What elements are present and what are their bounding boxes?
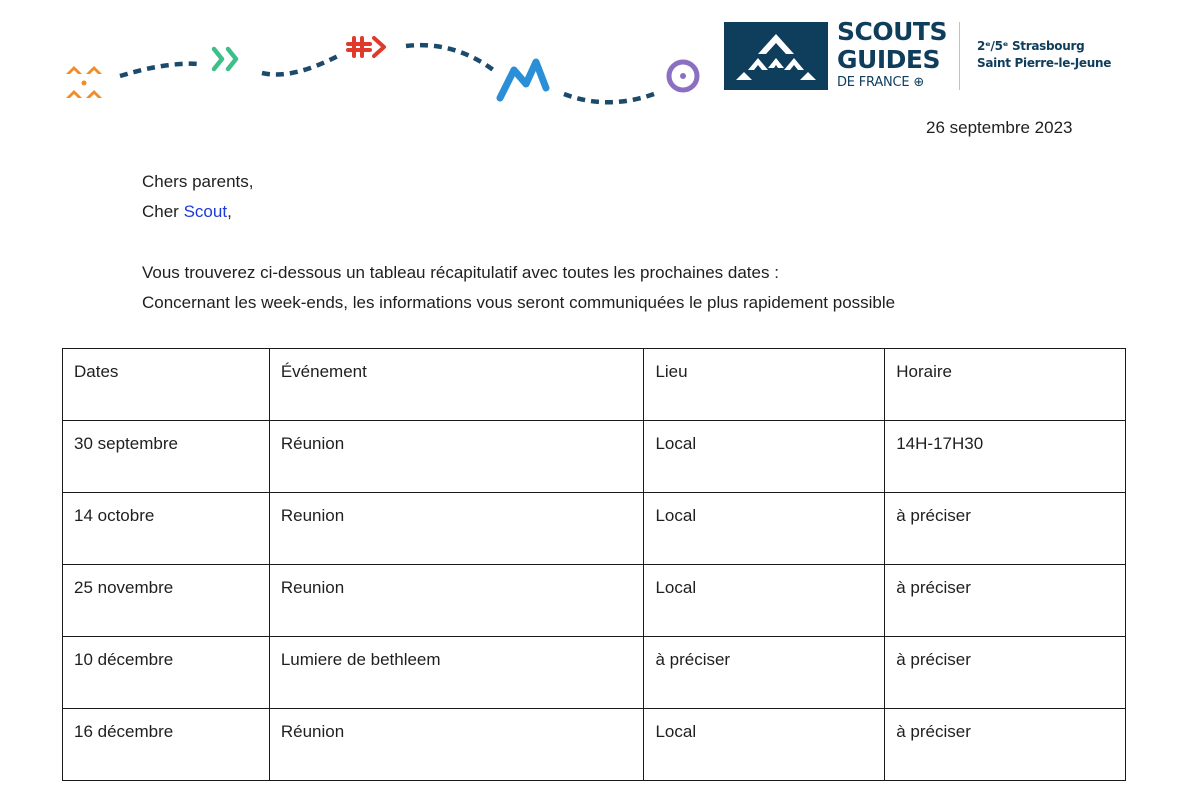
cell-time: à préciser [885,493,1126,565]
purple-compass-icon [669,62,697,90]
cell-time: à préciser [885,709,1126,781]
logo-divider [959,22,960,90]
cell-place: Local [644,493,885,565]
letter-body [142,258,895,318]
trail-dash-3 [406,45,496,72]
body-paragraph-1: Vous trouverez ci-dessous un tableau récapitulatif avec toutes les prochaines dates : [142,263,779,282]
cell-event: Réunion [269,709,644,781]
schedule-table [62,348,1126,781]
table-header-row [63,349,1126,421]
cell-date: 30 septembre [63,421,270,493]
cell-event: Reunion [269,493,644,565]
cell-place: Local [644,421,885,493]
orange-chevrons-icon [66,66,102,98]
cell-time: à préciser [885,637,1126,709]
scout-link[interactable]: Scout [183,202,228,221]
greeting-scout [142,197,254,227]
body-paragraph-2: Concernant les week-ends, les informations vous seront communiquées le plus rapidement possible [142,293,896,312]
cell-event: Lumiere de bethleem [269,637,644,709]
red-arrow-icon [348,38,384,56]
header-lieu: Lieu [644,349,885,421]
cell-event: Reunion [269,565,644,637]
cell-time: 14H-17H30 [885,421,1126,493]
table-row [63,637,1126,709]
sgdf-logo-wordmark [837,19,947,89]
header-horaire: Horaire [885,349,1126,421]
trail-dash-4 [564,94,654,102]
group-name-line1: 2ᵉ/5ᵉ Strasbourg [977,39,1085,53]
group-name-line2: Saint Pierre-le-Jeune [977,56,1112,70]
table-row [63,709,1126,781]
cell-date: 10 décembre [63,637,270,709]
letter-date: 26 septembre 2023 [926,118,1073,137]
cell-event: Réunion [269,421,644,493]
cell-time: à préciser [885,565,1126,637]
decorative-trail-banner [0,0,720,115]
blue-mountain-icon [500,62,546,98]
group-name [977,38,1111,72]
table-row [63,421,1126,493]
greeting-scout-suffix: , [227,202,232,221]
greeting-parents: Chers parents, [142,172,254,191]
cell-date: 25 novembre [63,565,270,637]
logo-word-scouts: SCOUTS [837,17,947,46]
trail-dash-2 [262,56,338,74]
table-row [63,565,1126,637]
trail-dash-1 [120,64,200,76]
table-row [63,493,1126,565]
cell-place: à préciser [644,637,885,709]
logo-word-guides: GUIDES [837,45,940,74]
letter-greeting [142,167,254,227]
greeting-scout-prefix: Cher [142,202,184,221]
green-chevrons-icon [214,49,236,69]
header-evenement: Événement [269,349,644,421]
cell-place: Local [644,565,885,637]
logo-word-de-france: DE FRANCE ⊕ [837,75,925,90]
cell-date: 16 décembre [63,709,270,781]
sgdf-emblem-icon [724,22,828,90]
cell-date: 14 octobre [63,493,270,565]
sgdf-logo-emblem [724,22,828,90]
cell-place: Local [644,709,885,781]
header-dates: Dates [63,349,270,421]
